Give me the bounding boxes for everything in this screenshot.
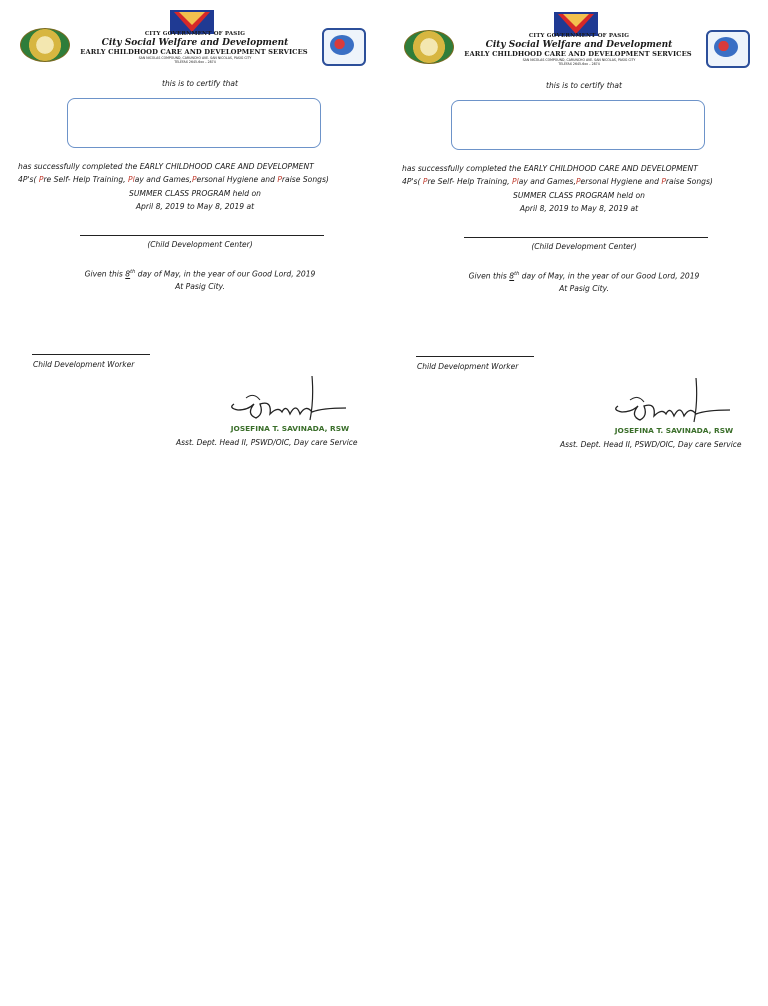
program-open: 4P's( <box>18 175 39 185</box>
ecce-seal <box>706 30 750 68</box>
header-department: City Social Welfare and Development <box>485 40 673 50</box>
p-initial-3: P <box>191 175 197 185</box>
body-line-1: has successfully completed the EARLY CHILDHOOD CARE AND DEVELOPMENT <box>18 162 314 171</box>
header-address: SAN NICOLAS COMPOUND, CARUNCHO AVE. SAN NICOLAS, PASIG CITY <box>138 56 252 60</box>
given-after: day of May, in the year of our Good Lord, 2019 <box>519 271 700 281</box>
given-before: Given this <box>468 271 510 281</box>
body-line-3: SUMMER CLASS PROGRAM held on <box>129 188 261 198</box>
worker-label: Child Development Worker <box>33 360 135 369</box>
given-day: 8 <box>509 271 515 281</box>
given-day: 8 <box>125 269 131 279</box>
p-rest-2: ay and Games, <box>518 177 576 187</box>
given-statement <box>434 268 734 295</box>
header-telephone: TELEFAX 2645-6xx – 2874 <box>174 60 216 64</box>
body-line-3: SUMMER CLASS PROGRAM held on <box>513 190 645 200</box>
p-initial-2: Pl <box>127 175 135 185</box>
body-line-2 <box>10 173 380 186</box>
header-program: EARLY CHILDHOOD CARE AND DEVELOPMENT SERVICES <box>464 50 692 58</box>
pasig-city-seal <box>404 30 454 64</box>
worker-signature-line <box>32 354 150 355</box>
p-rest-1: re Self- Help Training, <box>427 177 512 187</box>
certificate-body <box>394 162 764 215</box>
ecce-seal <box>322 28 366 66</box>
header-government: CITY GOVERNMENT OF PASIG <box>144 31 246 37</box>
certificate-right <box>384 2 768 462</box>
recipient-name-box <box>451 100 705 150</box>
body-line-2 <box>394 175 764 188</box>
signer-title: Asst. Dept. Head II, PSWD/OIC, Day care Service <box>560 440 742 449</box>
recipient-name-box <box>67 98 321 148</box>
p-initial-3: P <box>575 177 581 187</box>
p-initial-4: P <box>661 177 666 187</box>
certificate-body <box>10 160 380 213</box>
cdc-signature-line <box>464 237 708 238</box>
cdc-signature-line <box>80 235 324 236</box>
p-rest-4: raise Songs) <box>281 175 329 185</box>
given-location: At Pasig City. <box>559 283 609 293</box>
body-line-4: April 8, 2019 to May 8, 2019 at <box>135 201 255 211</box>
header-telephone: TELEFAX 2645-6xx – 2874 <box>558 62 600 66</box>
body-line-4: April 8, 2019 to May 8, 2019 at <box>519 203 639 213</box>
p-initial-1: P <box>422 177 428 187</box>
signer-title: Asst. Dept. Head II, PSWD/OIC, Day care Service <box>176 438 358 447</box>
given-statement <box>50 266 350 293</box>
p-rest-1: re Self- Help Training, <box>43 175 128 185</box>
signer-name: JOSEFINA T. SAVINADA, RSW <box>614 426 734 435</box>
given-suffix: th <box>514 271 520 277</box>
program-open: 4P's( <box>402 177 423 187</box>
header-program: EARLY CHILDHOOD CARE AND DEVELOPMENT SERVICES <box>80 48 308 56</box>
cdc-label: (Child Development Center) <box>147 240 253 249</box>
p-rest-2: ay and Games, <box>134 175 192 185</box>
signer-name: JOSEFINA T. SAVINADA, RSW <box>230 424 350 433</box>
p-rest-3: ersonal Hygiene and <box>196 175 278 185</box>
p-initial-4: P <box>277 175 282 185</box>
worker-signature-line <box>416 356 534 357</box>
p-initial-2: Pl <box>511 177 519 187</box>
body-line-1: has successfully completed the EARLY CHILDHOOD CARE AND DEVELOPMENT <box>402 164 698 173</box>
pasig-city-seal <box>20 28 70 62</box>
p-rest-3: ersonal Hygiene and <box>580 177 662 187</box>
worker-label: Child Development Worker <box>417 362 519 371</box>
certificate-left <box>0 0 384 460</box>
header-department: City Social Welfare and Development <box>101 38 289 48</box>
certify-line: this is to certify that <box>162 79 238 88</box>
given-before: Given this <box>84 269 126 279</box>
given-suffix: th <box>130 269 136 275</box>
p-initial-1: P <box>38 175 44 185</box>
cdc-label: (Child Development Center) <box>531 242 637 251</box>
given-after: day of May, in the year of our Good Lord, 2019 <box>135 269 316 279</box>
header-address: SAN NICOLAS COMPOUND, CARUNCHO AVE. SAN NICOLAS, PASIG CITY <box>522 58 636 62</box>
header-government: CITY GOVERNMENT OF PASIG <box>528 33 630 39</box>
p-rest-4: raise Songs) <box>665 177 713 187</box>
given-location: At Pasig City. <box>175 281 225 291</box>
certify-line: this is to certify that <box>546 81 622 90</box>
